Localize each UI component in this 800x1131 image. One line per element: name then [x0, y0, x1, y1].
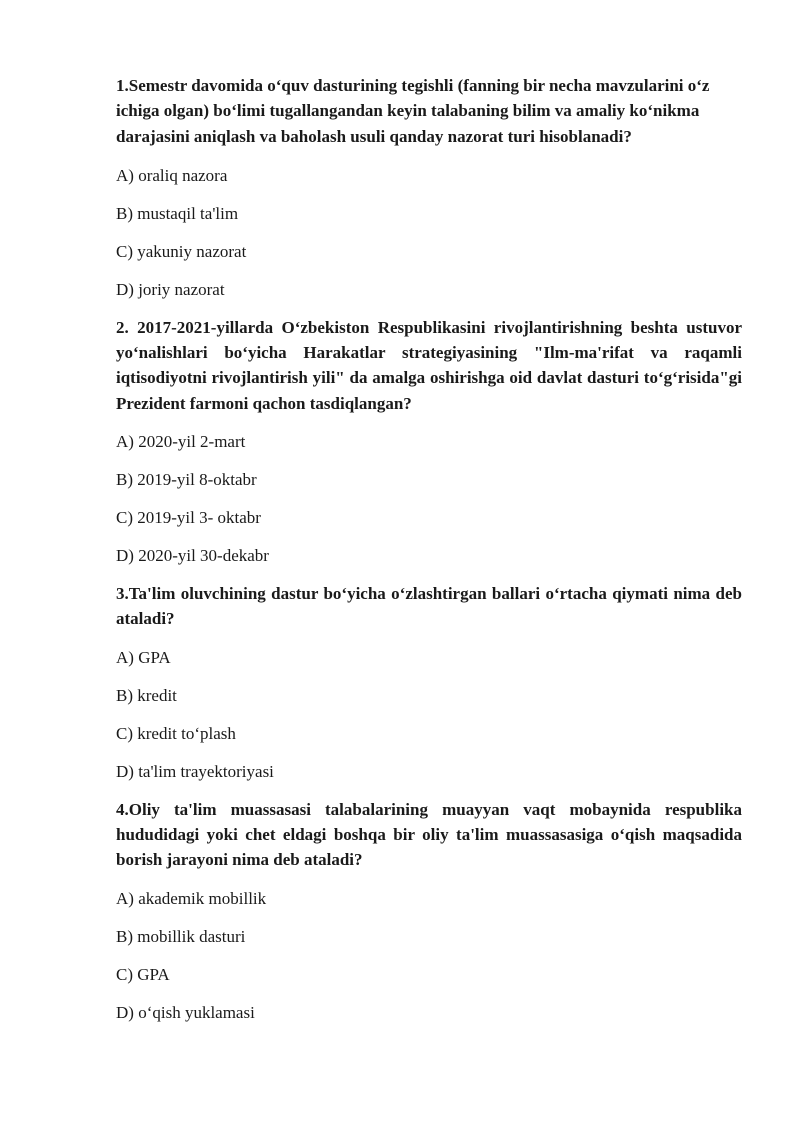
quiz-content — [116, 73, 742, 1038]
question-3-option-c: C) kredit to‘plash — [116, 723, 236, 743]
question-2-option-d: D) 2020-yil 30-dekabr — [116, 546, 269, 566]
question-1-option-d: D) joriy nazorat — [116, 279, 225, 299]
question-2-option-b: B) 2019-yil 8-oktabr — [116, 470, 257, 490]
question-1-text: 1.Semestr davomida o‘quv dasturining tegishli (fanning bir necha mavzularini o‘z ichiga olgan) bo‘limi tugallangandan keyin talabaning bilim va amaliy ko‘nikma darajasini aniqlash va baholash usuli qanday nazorat turi hisoblanadi? — [116, 76, 710, 146]
question-4-text: 4.Oliy ta'lim muassasasi talabalarining muayyan vaqt mobaynida respublika hududidagi yoki chet eldagi boshqa bir oliy ta'lim muassasasiga o‘qish maqsadida borish jarayoni nima deb ataladi? — [116, 799, 742, 870]
question-3-option-d: D) ta'lim trayektoriyasi — [116, 761, 274, 781]
question-1-option-c: C) yakuniy nazorat — [116, 241, 247, 261]
question-1-option-a: A) oraliq nazora — [116, 165, 228, 185]
question-4-option-b: B) mobillik dasturi — [116, 926, 246, 946]
question-4-option-d: D) o‘qish yuklamasi — [116, 1002, 255, 1022]
question-2-option-a: A) 2020-yil 2-mart — [116, 432, 246, 452]
question-2-option-c: C) 2019-yil 3- oktabr — [116, 508, 261, 528]
question-2-text: 2. 2017-2021-yillarda O‘zbekiston Respublikasini rivojlantirishning beshta ustuvor yo‘nalishlari bo‘yicha Harakatlar strategiyasining "Ilm-ma'rifat va raqamli iqtisodiyotni rivojlantirish yili" da amalga oshirishga oid davlat dasturi to‘g‘risida"gi Prezident farmoni qachon tasdiqlangan? — [116, 317, 742, 413]
question-3-option-a: A) GPA — [116, 647, 171, 667]
question-1-option-b: B) mustaqil ta'lim — [116, 203, 239, 223]
question-3-option-b: B) kredit — [116, 685, 177, 705]
question-4-option-c: C) GPA — [116, 964, 170, 984]
question-3-text: 3.Ta'lim oluvchining dastur bo‘yicha o‘zlashtirgan ballari o‘rtacha qiymati nima deb ataladi? — [116, 584, 742, 629]
question-4-option-a: A) akademik mobillik — [116, 888, 267, 908]
